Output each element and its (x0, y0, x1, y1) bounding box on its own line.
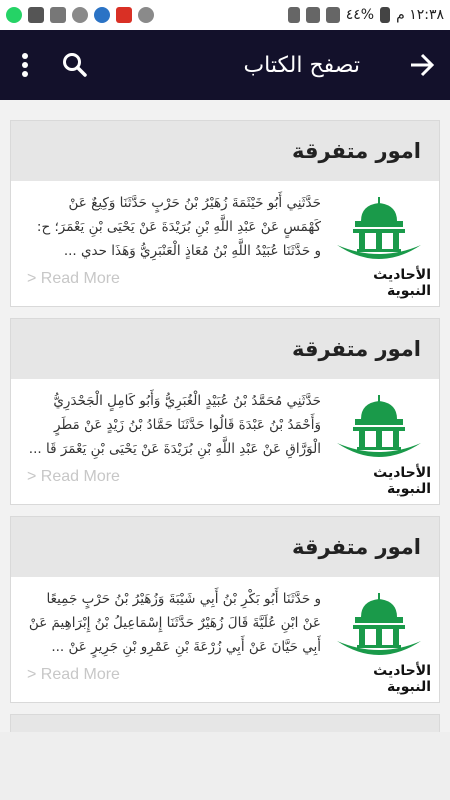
hadith-text: و حَدَّثَنَا أَبُو بَكْرِ بْنُ أَبِي شَيْبَةَ وَزُهَيْرُ بْنُ حَرْبٍ جَمِيعًا عَنْ ابْنِ عُلَيَّةَ قَالَ زُهَيْرٌ حَدَّثَنَا إِسْمَاعِيلُ بْنُ إِبْرَاهِيمَ عَنْ أَبِي حَيَّانَ عَنْ أَبِي زُرْعَةَ بْنِ عَمْرِو بْنِ جَرِيرٍ عَنْ ... (28, 591, 321, 655)
wps-icon (116, 7, 132, 23)
search-icon[interactable] (50, 30, 100, 100)
hadith-text: حَدَّثَنِي مُحَمَّدُ بْنُ عُبَيْدٍ الْغُبَرِيُّ وَأَبُو كَامِلٍ الْجَحْدَرِيُّ وَأَحْمَدُ بْنُ عَبْدَةَ قَالُوا حَدَّثَنَا حَمَّادُ بْنُ زَيْدٍ عَنْ مَطَرٍ الْوَرَّاقِ عَنْ عَبْدِ اللَّهِ بْنِ بُرَيْدَةَ عَنْ يَحْيَى بْنِ يَعْمَرَ قَا ... (28, 393, 321, 457)
hadith-card[interactable] (10, 318, 440, 505)
bottom-area (0, 732, 450, 800)
card-body (11, 181, 439, 307)
card-text (19, 385, 327, 499)
charging-icon (380, 7, 390, 23)
status-time: ١٢:٣٨ م (396, 7, 444, 23)
status-bar-system (288, 7, 444, 23)
mosque-icon (333, 591, 425, 661)
hadith-list[interactable] (0, 100, 450, 732)
read-more-link[interactable]: > Read More (27, 270, 120, 287)
arrow-forward-icon[interactable] (394, 30, 450, 100)
card-title: امور متفرقة (291, 139, 421, 163)
logo-text: الأحاديث النبوية (373, 663, 431, 695)
whatsapp-icon (6, 7, 22, 23)
card-title: امور متفرقة (291, 535, 421, 559)
mosque-icon (333, 393, 425, 463)
hadith-logo (327, 187, 431, 299)
mute-icon (288, 7, 300, 23)
page-title: تصفح الكتاب (243, 52, 360, 78)
status-bar (0, 0, 450, 30)
card-body (11, 577, 439, 703)
gallery-icon (50, 7, 66, 23)
hadith-text: حَدَّثَنِي أَبُو خَيْثَمَةَ زُهَيْرُ بْنُ حَرْبٍ حَدَّثَنَا وَكِيعٌ عَنْ كَهْمَسٍ عَنْ عَبْدِ اللَّهِ بْنِ بُرَيْدَةَ عَنْ يَحْيَى بْنِ يَعْمَرَ؛ ح: و حَدَّثَنَا عُبَيْدُ اللَّهِ بْنُ مُعَاذٍ الْعَنْبَرِيُّ وَهَذَا حدي ... (36, 195, 321, 259)
signal-icon (326, 7, 340, 23)
hadith-card[interactable] (10, 120, 440, 307)
hadith-card-partial[interactable] (10, 714, 440, 732)
card-text (19, 187, 327, 301)
hadith-logo (327, 583, 431, 695)
status-bar-notifications (6, 7, 154, 23)
logo-text: الأحاديث النبوية (373, 465, 431, 497)
card-title: امور متفرقة (291, 337, 421, 361)
image-icon (28, 7, 44, 23)
hadith-card[interactable] (10, 516, 440, 703)
browser-icon (94, 7, 110, 23)
app-icon (138, 7, 154, 23)
card-text (19, 583, 327, 697)
read-more-link[interactable]: > Read More (27, 468, 120, 485)
card-header (11, 121, 439, 181)
wifi-icon (306, 7, 320, 23)
app-bar (0, 30, 450, 100)
card-header (11, 319, 439, 379)
logo-text: الأحاديث النبوية (373, 267, 431, 299)
app-icon (72, 7, 88, 23)
mosque-icon (333, 195, 425, 265)
read-more-link[interactable]: > Read More (27, 666, 120, 683)
more-vert-icon[interactable] (0, 30, 50, 100)
battery-level: %٤٤ (345, 7, 375, 23)
hadith-logo (327, 385, 431, 497)
card-header (11, 517, 439, 577)
card-body (11, 379, 439, 505)
